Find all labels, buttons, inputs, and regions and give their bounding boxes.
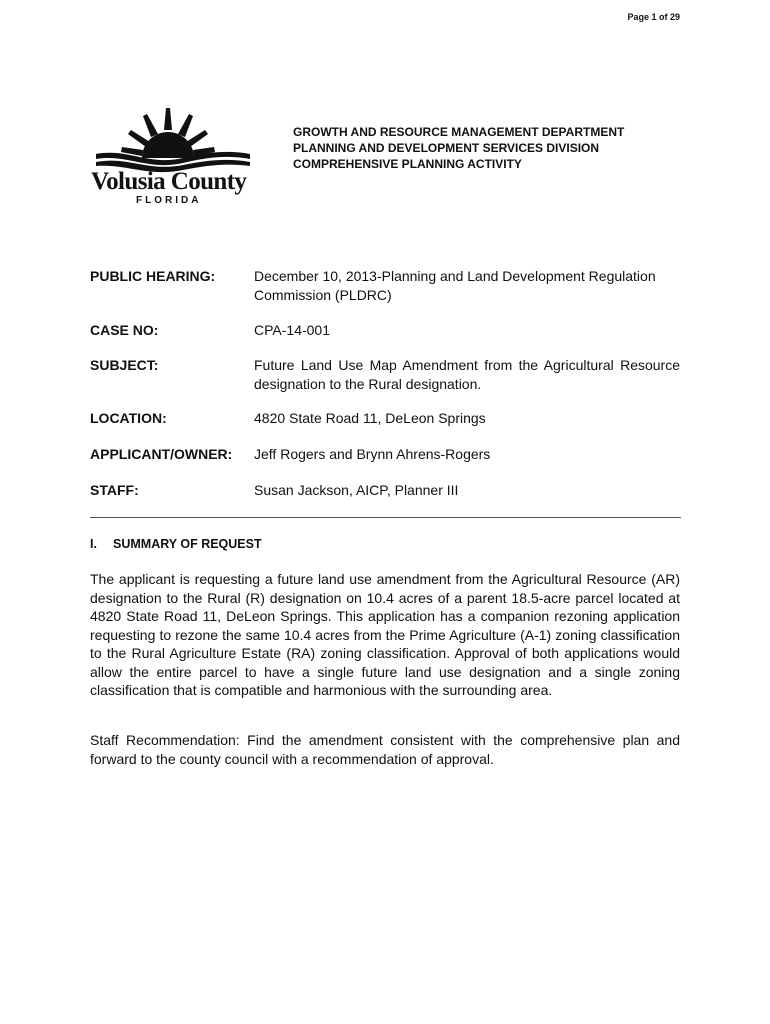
section-title: SUMMARY OF REQUEST xyxy=(113,537,262,551)
staff-label: STAFF: xyxy=(90,482,139,498)
section-divider xyxy=(90,517,681,518)
applicant-owner-value: Jeff Rogers and Brynn Ahrens-Rogers xyxy=(254,446,491,462)
sun-logo-icon xyxy=(88,104,258,174)
department-line-2: PLANNING AND DEVELOPMENT SERVICES DIVISION xyxy=(293,141,600,155)
staff-recommendation-paragraph: Staff Recommendation: Find the amendment consistent with the comprehensive plan and forward to the county council with a recommendation of approval. xyxy=(90,732,680,767)
department-line-3: COMPREHENSIVE PLANNING ACTIVITY xyxy=(293,157,522,171)
county-logo xyxy=(88,104,258,214)
logo-county-name: Volusia County xyxy=(91,168,247,195)
subject-label: SUBJECT: xyxy=(90,357,159,373)
case-number-value: CPA-14-001 xyxy=(254,322,331,338)
department-line-1: GROWTH AND RESOURCE MANAGEMENT DEPARTMENT xyxy=(293,125,625,139)
subject-value: Future Land Use Map Amendment from the Agricultural Resource designation to the Rural designation. xyxy=(254,357,680,392)
page-indicator: Page 1 of 29 xyxy=(627,12,680,22)
summary-paragraph: The applicant is requesting a future land use amendment from the Agricultural Resource (AR) designation to the Rural (R) designation on 10.4 acres of a parent 18.5-acre parcel located at 4820 State Road 11, DeLeon Springs. This application has a companion rezoning application requesting to rezone the same 10.4 acres from the Prime Agriculture (A-1) zoning classification to the Rural Agriculture Estate (RA) zoning classification. Approval of both applications would allow the entire parcel to have a single future land use designation and a single zoning classification that is compatible and harmonious with the surrounding area. xyxy=(90,571,680,698)
location-value: 4820 State Road 11, DeLeon Springs xyxy=(254,410,486,426)
case-number-label: CASE NO: xyxy=(90,322,159,338)
public-hearing-value: December 10, 2013-Planning and Land Development Regulation Commission (PLDRC) xyxy=(254,268,656,303)
department-heading xyxy=(293,124,624,172)
logo-state-name: FLORIDA xyxy=(136,195,202,206)
public-hearing-label: PUBLIC HEARING: xyxy=(90,268,216,284)
staff-value: Susan Jackson, AICP, Planner III xyxy=(254,482,459,498)
applicant-owner-label: APPLICANT/OWNER: xyxy=(90,446,233,462)
section-number: I. xyxy=(90,537,97,551)
location-label: LOCATION: xyxy=(90,410,167,426)
